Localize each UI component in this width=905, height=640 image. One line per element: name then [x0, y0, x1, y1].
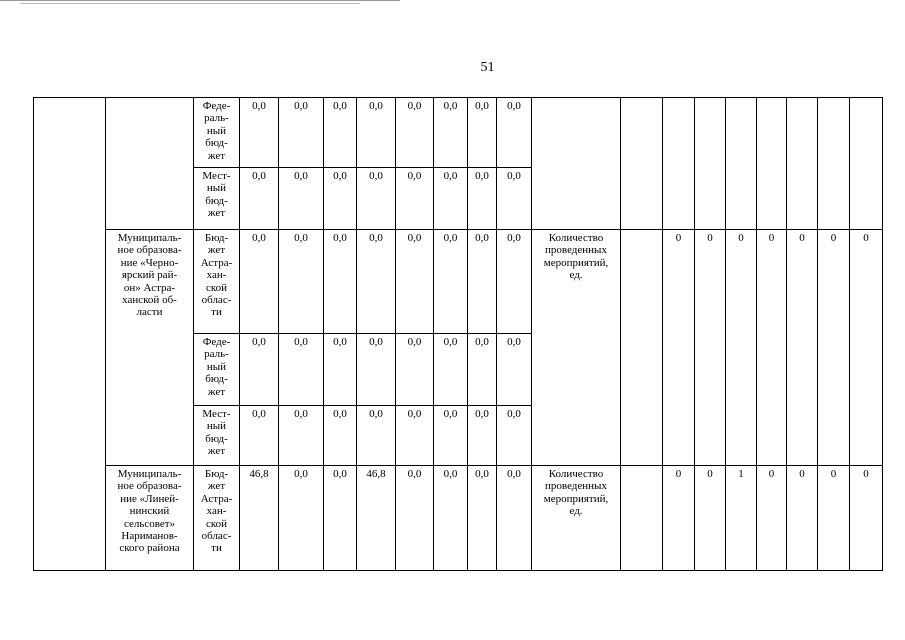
amount-cell: 0,0 [497, 98, 532, 168]
amount-cell: 0,0 [396, 406, 434, 466]
amount-cell: 0,0 [468, 168, 497, 230]
amount-cell: 0,0 [279, 168, 324, 230]
amount-cell: 0,0 [240, 406, 279, 466]
indicator-cell: Количество проведенных мероприятий, ед. [532, 230, 621, 466]
amount-cell: 0,0 [357, 406, 396, 466]
amount-cell: 0,0 [468, 406, 497, 466]
amount-cell: 0,0 [434, 168, 468, 230]
budget-source-cell: Мест- ный бюд- жет [194, 406, 240, 466]
indicator-value-cell: 0 [663, 466, 695, 571]
amount-cell: 0,0 [357, 230, 396, 334]
budget-source-cell: Феде- раль- ный бюд- жет [194, 334, 240, 406]
indicator-value-cell [695, 98, 726, 230]
amount-cell: 0,0 [497, 406, 532, 466]
amount-cell: 0,0 [240, 334, 279, 406]
indicator-value-cell [757, 98, 787, 230]
table-row [34, 230, 883, 334]
scan-edge-line [20, 3, 360, 4]
indicator-value-cell: 1 [726, 466, 757, 571]
indicator-cell [532, 98, 621, 230]
amount-cell: 0,0 [357, 334, 396, 406]
scan-edge-line [0, 0, 400, 1]
indicator-value-cell: 0 [757, 230, 787, 466]
amount-cell: 0,0 [497, 230, 532, 334]
amount-cell: 0,0 [396, 98, 434, 168]
table-row [34, 98, 883, 168]
amount-cell: 0,0 [324, 466, 357, 571]
amount-cell: 0,0 [468, 334, 497, 406]
amount-cell: 0,0 [279, 98, 324, 168]
amount-cell: 46,8 [357, 466, 396, 571]
indicator-value-cell: 0 [818, 230, 850, 466]
amount-cell: 0,0 [396, 466, 434, 571]
amount-cell: 0,0 [357, 98, 396, 168]
municipality-cell: Муниципаль- ное образова- ние «Черно- ярский рай- он» Астра- ханской об- ласти [106, 230, 194, 466]
amount-cell: 0,0 [468, 98, 497, 168]
base-value-cell [621, 230, 663, 466]
indicator-value-cell: 0 [663, 230, 695, 466]
budget-source-cell: Бюд- жет Астра- хан- ской облас- ти [194, 466, 240, 571]
amount-cell: 0,0 [357, 168, 396, 230]
amount-cell: 0,0 [468, 230, 497, 334]
amount-cell: 0,0 [396, 168, 434, 230]
amount-cell: 0,0 [324, 98, 357, 168]
municipality-cell [106, 98, 194, 230]
amount-cell: 0,0 [324, 230, 357, 334]
amount-cell: 0,0 [324, 406, 357, 466]
amount-cell: 0,0 [497, 334, 532, 406]
indicator-value-cell: 0 [726, 230, 757, 466]
amount-cell: 0,0 [434, 98, 468, 168]
amount-cell: 0,0 [434, 334, 468, 406]
indicator-value-cell [818, 98, 850, 230]
amount-cell: 0,0 [497, 168, 532, 230]
indicator-value-cell: 0 [787, 230, 818, 466]
amount-cell: 0,0 [240, 98, 279, 168]
indicator-value-cell [726, 98, 757, 230]
indicator-value-cell [787, 98, 818, 230]
amount-cell: 0,0 [240, 230, 279, 334]
indicator-value-cell: 0 [850, 466, 883, 571]
amount-cell: 0,0 [279, 230, 324, 334]
budget-table [33, 97, 883, 571]
amount-cell: 0,0 [240, 168, 279, 230]
indicator-value-cell: 0 [787, 466, 818, 571]
indicator-value-cell: 0 [695, 466, 726, 571]
indicator-value-cell: 0 [818, 466, 850, 571]
amount-cell: 0,0 [434, 230, 468, 334]
amount-cell: 0,0 [396, 230, 434, 334]
amount-cell: 0,0 [324, 334, 357, 406]
base-value-cell [621, 98, 663, 230]
amount-cell: 0,0 [396, 334, 434, 406]
indicator-value-cell [850, 98, 883, 230]
amount-cell: 0,0 [468, 466, 497, 571]
municipality-cell: Муниципаль- ное образова- ние «Линей- нинский сельсовет» Нариманов- ского района [106, 466, 194, 571]
table-row [34, 466, 883, 571]
amount-cell: 0,0 [279, 406, 324, 466]
base-value-cell [621, 466, 663, 571]
indicator-value-cell: 0 [757, 466, 787, 571]
amount-cell: 0,0 [434, 406, 468, 466]
budget-source-cell: Бюд- жет Астра- хан- ской облас- ти [194, 230, 240, 334]
budget-source-cell: Мест- ный бюд- жет [194, 168, 240, 230]
page-number: 51 [480, 60, 495, 75]
budget-source-cell: Феде- раль- ный бюд- жет [194, 98, 240, 168]
amount-cell: 0,0 [434, 466, 468, 571]
amount-cell: 0,0 [324, 168, 357, 230]
outer-row-cell [34, 98, 106, 571]
indicator-cell: Количество проведенных мероприятий, ед. [532, 466, 621, 571]
amount-cell: 0,0 [279, 466, 324, 571]
amount-cell: 0,0 [497, 466, 532, 571]
indicator-value-cell: 0 [695, 230, 726, 466]
indicator-value-cell [663, 98, 695, 230]
amount-cell: 0,0 [279, 334, 324, 406]
indicator-value-cell: 0 [850, 230, 883, 466]
amount-cell: 46,8 [240, 466, 279, 571]
